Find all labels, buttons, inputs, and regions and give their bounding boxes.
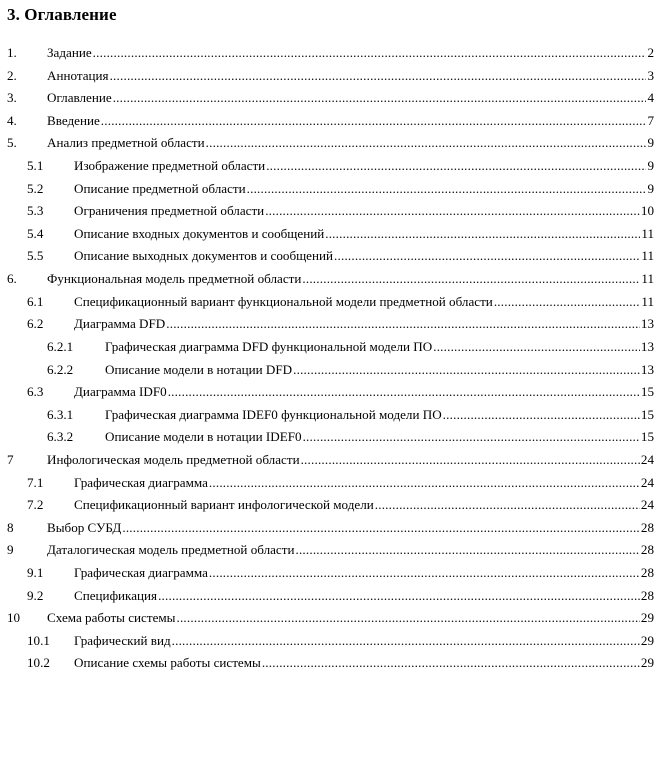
entry-page-number: 13 xyxy=(640,361,654,377)
entry-page-number: 9 xyxy=(647,180,654,196)
dot-leader xyxy=(158,585,640,608)
entry-number: 9 xyxy=(7,542,14,558)
dot-leader xyxy=(101,110,647,133)
dot-leader xyxy=(176,607,639,630)
entry-number: 6.1 xyxy=(27,293,44,309)
entry-number: 5.3 xyxy=(27,203,44,219)
toc-entry[interactable] xyxy=(0,65,666,88)
entry-number: 10.1 xyxy=(27,632,50,648)
toc-entry[interactable] xyxy=(0,539,666,562)
entry-title: Описание входных документов и сообщений xyxy=(74,225,325,241)
dot-leader xyxy=(266,155,646,178)
toc-entry[interactable] xyxy=(0,449,666,472)
dot-leader xyxy=(110,65,647,88)
entry-page-number: 11 xyxy=(641,225,654,241)
entry-number: 6.3 xyxy=(27,384,44,400)
entry-title: Введение xyxy=(47,112,100,128)
entry-title: Анализ предметной области xyxy=(47,135,205,151)
toc-entry[interactable] xyxy=(0,42,666,65)
entry-page-number: 28 xyxy=(640,587,654,603)
entry-page-number: 11 xyxy=(641,248,654,264)
toc-entry[interactable] xyxy=(0,313,666,336)
toc-entry[interactable] xyxy=(0,155,666,178)
entry-number: 6.2 xyxy=(27,316,44,332)
dot-leader xyxy=(209,472,640,495)
entry-title: Ограничения предметной области xyxy=(74,203,265,219)
entry-page-number: 24 xyxy=(640,451,654,467)
dot-leader xyxy=(301,449,640,472)
entry-number: 5.5 xyxy=(27,248,44,264)
toc-entry[interactable] xyxy=(0,381,666,404)
entry-title: Описание модели в нотации DFD xyxy=(105,361,293,377)
entry-page-number: 7 xyxy=(647,112,654,128)
entry-page-number: 11 xyxy=(641,293,654,309)
entry-title: Спецификационный вариант функциональной модели предметной области xyxy=(74,293,493,309)
toc-entry[interactable] xyxy=(0,607,666,630)
entry-title: Изображение предметной области xyxy=(74,158,266,174)
toc-entry[interactable] xyxy=(0,245,666,268)
entry-number: 2. xyxy=(7,67,17,83)
toc-entry[interactable] xyxy=(0,630,666,653)
dot-leader xyxy=(302,268,640,291)
dot-leader xyxy=(303,426,640,449)
entry-page-number: 2 xyxy=(647,45,654,60)
toc-entry[interactable] xyxy=(0,223,666,246)
entry-title: Описание модели в нотации IDEF0 xyxy=(105,429,302,445)
entry-page-number: 15 xyxy=(640,406,654,422)
entry-number: 7.1 xyxy=(27,474,44,490)
entry-title: Графическая диаграмма IDEF0 функциональной модели ПО xyxy=(105,406,442,422)
entry-page-number: 15 xyxy=(640,384,654,400)
toc-entry[interactable] xyxy=(0,200,666,223)
entry-number: 5.4 xyxy=(27,225,44,241)
entry-title: Выбор СУБД xyxy=(47,519,122,535)
dot-leader xyxy=(295,539,639,562)
entry-title: Описание выходных документов и сообщений xyxy=(74,248,334,264)
toc-entry[interactable] xyxy=(0,494,666,517)
entry-page-number: 28 xyxy=(640,519,654,535)
entry-title: Оглавление xyxy=(47,90,112,106)
dot-leader xyxy=(168,381,640,404)
toc-entry[interactable] xyxy=(0,562,666,585)
dot-leader xyxy=(433,336,640,359)
toc-entry[interactable] xyxy=(0,132,666,155)
dot-leader xyxy=(172,630,640,653)
entry-page-number: 13 xyxy=(640,316,654,332)
entry-title: Инфологическая модель предметной области xyxy=(47,451,300,467)
toc-entry[interactable] xyxy=(0,359,666,382)
dot-leader xyxy=(325,223,640,246)
toc-entry[interactable] xyxy=(0,291,666,314)
toc-entry[interactable] xyxy=(0,336,666,359)
toc-heading: 3. Оглавление xyxy=(7,5,117,24)
entry-number: 6. xyxy=(7,271,17,287)
entry-page-number: 24 xyxy=(640,497,654,513)
entry-title: Описание схемы работы системы xyxy=(74,655,261,671)
entry-page-number: 29 xyxy=(640,655,654,671)
entry-title: Графическая диаграмма xyxy=(74,565,208,581)
entry-title: Графический вид xyxy=(74,632,171,648)
entry-page-number: 28 xyxy=(640,542,654,558)
entry-number: 1. xyxy=(7,45,17,60)
entry-title: Графическая диаграмма xyxy=(74,474,208,490)
dot-leader xyxy=(262,652,640,675)
toc-entry[interactable] xyxy=(0,110,666,133)
entry-number: 6.3.2 xyxy=(47,429,74,445)
entry-number: 9.2 xyxy=(27,587,44,603)
dot-leader xyxy=(293,359,640,382)
entry-page-number: 11 xyxy=(641,271,654,287)
entry-page-number: 28 xyxy=(640,565,654,581)
entry-number: 10 xyxy=(7,610,21,626)
entry-number: 4. xyxy=(7,112,17,128)
dot-leader xyxy=(113,87,647,110)
entry-page-number: 9 xyxy=(647,158,654,174)
entry-number: 10.2 xyxy=(27,655,50,671)
entry-number: 3. xyxy=(7,90,17,106)
entry-page-number: 29 xyxy=(640,632,654,648)
dot-leader xyxy=(93,42,647,65)
entry-number: 7.2 xyxy=(27,497,44,513)
entry-page-number: 24 xyxy=(640,474,654,490)
entry-number: 7 xyxy=(7,451,14,467)
entry-title: Спецификационный вариант инфологической модели xyxy=(74,497,374,513)
toc-entry[interactable] xyxy=(0,404,666,427)
dot-leader xyxy=(334,245,640,268)
dot-leader xyxy=(209,562,640,585)
entry-title: Спецификация xyxy=(74,587,158,603)
entry-title: Схема работы системы xyxy=(47,610,176,626)
entry-page-number: 10 xyxy=(640,203,654,219)
dot-leader xyxy=(494,291,641,314)
entry-title: Аннотация xyxy=(47,67,109,83)
dot-leader xyxy=(206,132,647,155)
entry-title: Графическая диаграмма DFD функциональной модели ПО xyxy=(105,338,433,354)
entry-title: Описание предметной области xyxy=(74,180,246,196)
entry-number: 5.1 xyxy=(27,158,44,174)
entry-number: 6.3.1 xyxy=(47,406,74,422)
toc-entry[interactable] xyxy=(0,268,666,291)
entry-title: Функциональная модель предметной области xyxy=(47,271,302,287)
entry-page-number: 3 xyxy=(647,67,654,83)
entry-number: 6.2.1 xyxy=(47,338,74,354)
entry-page-number: 4 xyxy=(647,90,654,106)
dot-leader xyxy=(247,178,647,201)
entry-title: Диаграмма DFD xyxy=(74,316,166,332)
toc-entry[interactable] xyxy=(0,178,666,201)
dot-leader xyxy=(122,517,640,540)
entry-number: 5.2 xyxy=(27,180,44,196)
toc-entry[interactable] xyxy=(0,87,666,110)
entry-number: 5. xyxy=(7,135,17,151)
toc-entry[interactable] xyxy=(0,472,666,495)
entry-title: Даталогическая модель предметной области xyxy=(47,542,295,558)
dot-leader xyxy=(375,494,640,517)
toc-entry[interactable] xyxy=(0,652,666,675)
entry-page-number: 29 xyxy=(640,610,654,626)
toc-entry[interactable] xyxy=(0,585,666,608)
entry-title: Диаграмма IDF0 xyxy=(74,384,167,400)
entry-page-number: 13 xyxy=(640,338,654,354)
dot-leader xyxy=(166,313,640,336)
entry-page-number: 9 xyxy=(647,135,654,151)
dot-leader xyxy=(443,404,640,427)
dot-leader xyxy=(265,200,640,223)
table-of-contents xyxy=(0,42,666,675)
toc-entry[interactable] xyxy=(0,517,666,540)
entry-number: 9.1 xyxy=(27,565,44,581)
entry-page-number: 15 xyxy=(640,429,654,445)
entry-number: 8 xyxy=(7,519,14,535)
toc-entry[interactable] xyxy=(0,426,666,449)
entry-number: 6.2.2 xyxy=(47,361,74,377)
entry-title: Задание xyxy=(47,45,92,60)
